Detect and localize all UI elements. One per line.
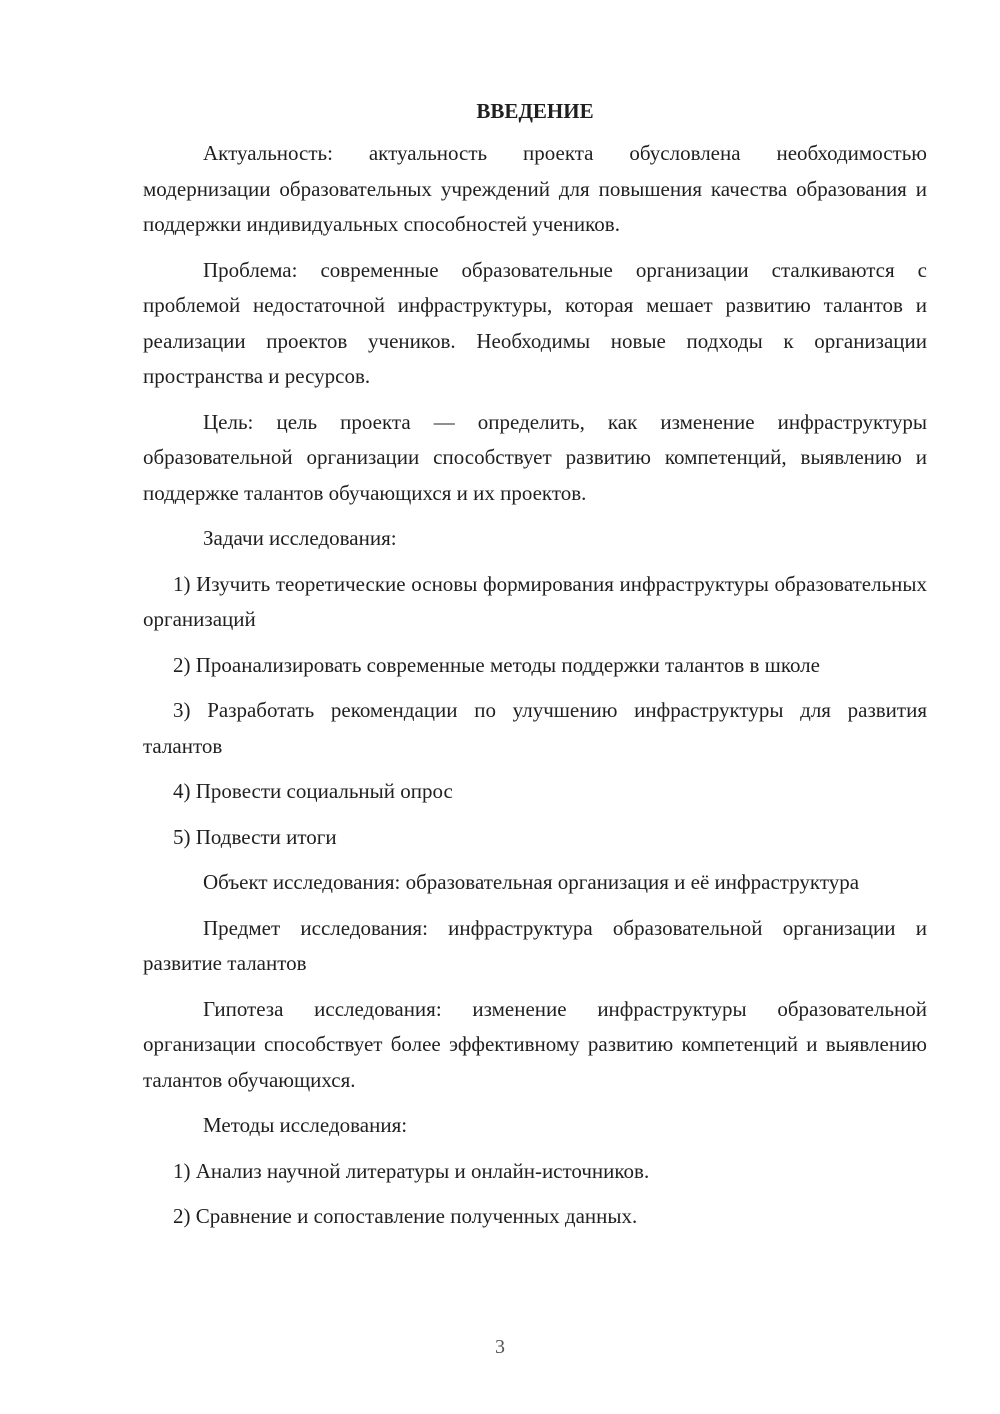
method-item-2: 2) Сравнение и сопоставление полученных данных. [173,1204,638,1228]
object-paragraph: Объект исследования: образовательная организация и её инфраструктура [203,870,860,894]
task-item-4: 4) Провести социальный опрос [173,779,453,803]
task-item-5: 5) Подвести итоги [173,824,337,849]
methods-heading: Методы исследования: [203,1113,408,1137]
problem-paragraph: Проблема: современные образовательные организации сталкиваются с проблемой недостаточной инфраструктуры, которая мешает развитию талантов и реализации проектов учеников. Необходимы новые подходы к организации пространства и ресурсов. [143,257,927,388]
page-number: 3 [495,1336,505,1358]
method-item-1: 1) Анализ научной литературы и онлайн-источников. [173,1158,650,1183]
task-item-2: 2) Проанализировать современные методы поддержки талантов в школе [173,652,820,677]
goal-paragraph: Цель: цель проекта — определить, как изменение инфраструктуры образовательной организации способствует развитию компетенций, выявлению и поддержке талантов обучающихся и их проектов. [143,409,927,505]
task-item-1: 1) Изучить теоретические основы формирования инфраструктуры образовательных организаций [143,571,927,631]
tasks-heading: Задачи исследования: [203,526,397,550]
subject-paragraph: Предмет исследования: инфраструктура образовательной организации и развитие талантов [143,915,927,975]
relevance-paragraph: Актуальность: актуальность проекта обусловлена необходимостью модернизации образовательных учреждений для повышения качества образования и поддержки индивидуальных способностей учеников. [143,141,927,236]
hypothesis-paragraph: Гипотеза исследования: изменение инфраструктуры образовательной организации способствует более эффективному развитию компетенций и выявлению талантов обучающихся. [143,996,927,1092]
task-item-3: 3) Разработать рекомендации по улучшению инфраструктуры для развития талантов [143,698,927,758]
page-title: ВВЕДЕНИЕ [476,99,594,123]
